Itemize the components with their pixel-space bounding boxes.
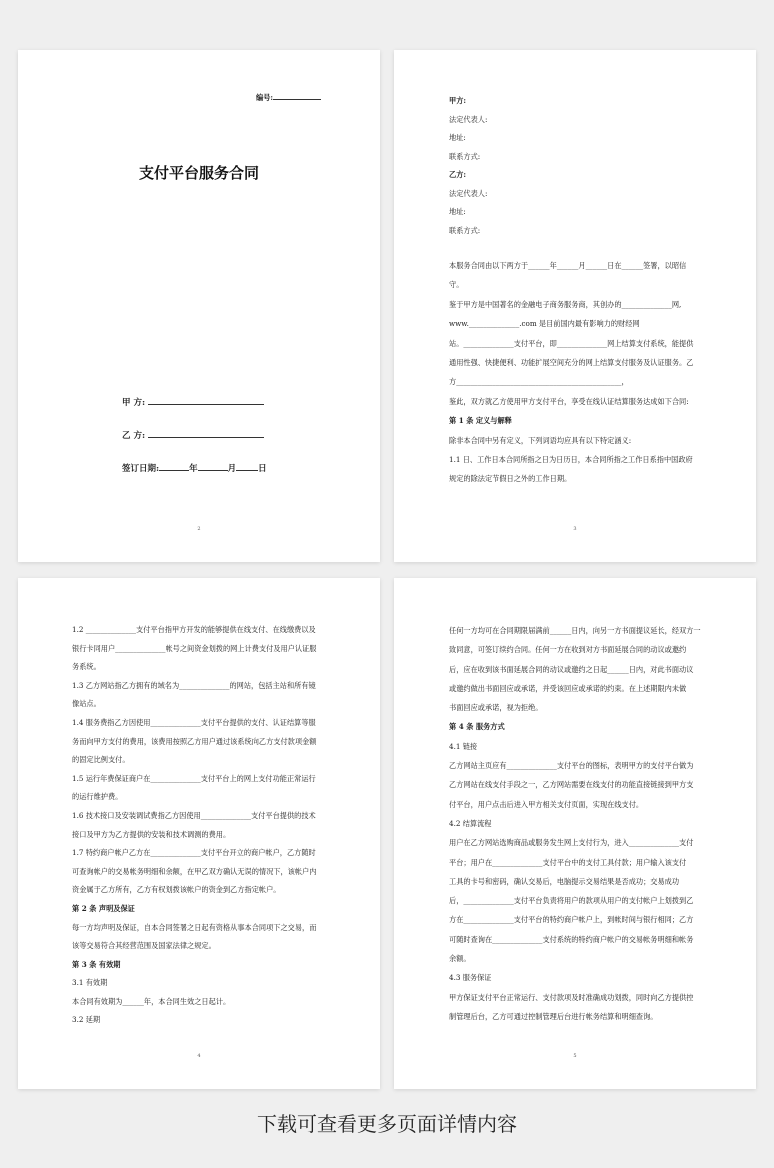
text-line: 付平台，用户点击后进入甲方相关支付页面，实现在线支付。: [449, 799, 644, 809]
contract-body: [449, 256, 693, 489]
text-line: 用户在乙方网站选购商品或服务发生网上支付行为，进入______________支付: [449, 838, 694, 848]
text-line: 4.2 结算流程: [449, 818, 492, 828]
section-heading: 第 3 条 有效期: [72, 959, 121, 969]
text-line: 1.2 ______________支付平台指甲方开发的能够提供在线支付、在线缴费以及: [72, 625, 316, 634]
text-line: 像站点。: [72, 699, 101, 709]
text-line: 或邀约做出书面回应或承诺，并受该回应或承诺的约束。在上述期限内未做: [449, 683, 687, 693]
text-line: 乙方网站主页应有______________支付平台的图标，表明甲方的支付平台做为: [449, 761, 694, 771]
text-line: 书面回应或承诺，视为拒绝。: [449, 703, 543, 713]
text-line: 1.5 运行年费保证商户在______________支付平台上的网上支付功能正常运行: [72, 773, 316, 783]
text-line: 规定的除法定节假日之外的工作日期。: [449, 474, 572, 484]
contract-page-2: [394, 50, 756, 562]
sign-date-line: 签订日期: 年 月 日: [122, 461, 267, 474]
text-line: 乙方网站在线支付手段之一，乙方网站需要在线支付的功能直接链接到甲方支: [449, 780, 694, 790]
text-line: 守。: [449, 280, 464, 290]
party-a-line: 甲 方:: [122, 395, 264, 408]
text-line: 法定代表人:: [449, 188, 488, 198]
text-line: 制管理后台，乙方可通过控制管理后台进行帐务结算和明细查询。: [449, 1011, 658, 1021]
text-line: 致同意，可签订续约合同。任何一方在收到对方书面延展合同的动议或邀约: [449, 645, 687, 655]
text-line: 每一方均声明及保证，自本合同签署之日起有资格从事本合同项下之交易，而: [72, 922, 317, 932]
text-line: 通用性强、快捷便利、功能扩展空间充分的网上结算支付服务及认证服务。乙: [449, 358, 694, 368]
text-line: 联系方式:: [449, 151, 481, 161]
text-line: 后，______________支付平台负责将用户的款项从用户的支付帐户上划拨到乙: [449, 896, 694, 906]
contract-title: 支付平台服务合同: [138, 164, 259, 182]
party-info: [449, 92, 487, 240]
text-line: 的运行维护费。: [72, 792, 123, 802]
contract-page-cover: [18, 50, 380, 562]
text-line: 务而向甲方支付的费用，该费用按照乙方用户通过该系统向乙方支付款项金额: [72, 736, 317, 746]
text-line: 可查询帐户的交易帐务明细和余额，在甲乙双方确认无误的情况下，该帐户内: [72, 866, 317, 876]
text-line: www.______________.com 是目前国内最有影响力的财经网: [449, 319, 640, 329]
text-line: 法定代表人:: [449, 114, 488, 124]
page-number: 5: [573, 1053, 577, 1059]
text-line: 工具的卡号和密码，确认交易后，电脑提示交易结果是否成功；交易成功: [449, 876, 680, 886]
section-heading: 第 4 条 服务方式: [449, 722, 505, 732]
text-line: 3.2 延期: [72, 1015, 101, 1025]
page-number: 4: [197, 1053, 201, 1059]
text-line: 鉴此，双方就乙方使用甲方支付平台，享受在线认证结算服务达成如下合同:: [449, 396, 689, 406]
text-line: 1.6 技术接口及安装调试费指乙方因使用______________支付平台提供的技术: [72, 810, 316, 820]
text-line: 资金属于乙方所有，乙方有权划拨该帐户的资金到乙方指定帐户。: [72, 885, 281, 895]
section-heading: 第 1 条 定义与解释: [449, 416, 512, 426]
party-a-heading: 甲方:: [449, 96, 467, 105]
party-b-line: 乙 方:: [122, 428, 264, 441]
text-line: 平台；用户在______________支付平台中的支付工具付款；用户输入该支付: [449, 857, 687, 867]
text-line: 本合同有效期为______年，本合同生效之日起计。: [72, 996, 231, 1006]
text-line: 除非本合同中另有定义，下列词语均应具有以下特定涵义:: [449, 435, 632, 445]
page-number: 3: [573, 526, 577, 532]
text-line: 3.1 有效期: [72, 978, 108, 988]
text-line: 接口及甲方为乙方提供的安装和技术调测的费用。: [72, 829, 231, 839]
text-line: 4.1 链接: [449, 741, 478, 751]
contract-body: [449, 621, 701, 1026]
text-line: 1.3 乙方网站指乙方拥有的域名为______________的网站，包括主站和所有镜: [72, 680, 316, 690]
text-line: 1.7 特约商户帐户乙方在______________支付平台开立的商户帐户，乙方随时: [72, 848, 316, 858]
text-line: 1.4 服务费指乙方因使用______________支付平台提供的支付、认证结算等服: [72, 717, 316, 727]
text-line: 任何一方均可在合同期限届满前______日内，向另一方书面提议延长，经双方一: [449, 626, 701, 635]
text-line: 方______________________________________________，: [449, 377, 629, 387]
text-line: 的固定比例支付。: [72, 755, 130, 765]
contract-page-3: [18, 578, 380, 1089]
contract-body: [72, 621, 316, 1030]
text-line: 务系统。: [72, 662, 101, 672]
text-line: 站。______________支付平台，即______________网上结算支付系统，能提供: [449, 338, 694, 348]
text-line: 甲方保证支付平台正常运行、支付款项及时准确成功划拨，同时向乙方提供控: [449, 992, 694, 1002]
text-line: 1.1 日、工作日本合同所指之日为日历日，本合同所指之工作日系指中国政府: [449, 455, 693, 465]
text-line: 本服务合同由以下两方于______年______月______日在______签署，以昭信: [449, 261, 687, 270]
page-number: 2: [197, 526, 201, 532]
text-line: 银行卡同用户______________帐号之间资金划拨的网上计费支付及用户认证服: [72, 643, 317, 653]
section-heading: 第 2 条 声明及保证: [72, 903, 135, 913]
download-more-caption: 下载可查看更多页面详情内容: [257, 1112, 517, 1136]
text-line: 该等交易符合其经营范围及国家法律之规定。: [72, 941, 216, 951]
text-line: 联系方式:: [449, 225, 481, 235]
text-line: 地址:: [449, 133, 466, 142]
contract-page-4: [394, 578, 756, 1089]
contract-number: 编号:: [256, 88, 321, 108]
text-line: 后，应在收到该书面延展合同的动议或邀约之日起______日内，对此书面动议: [449, 664, 694, 674]
text-line: 地址:: [449, 207, 466, 216]
text-line: 鉴于甲方是中国著名的金融电子商务服务商，其创办的______________网,: [449, 299, 682, 309]
text-line: 可随时查询在______________支付系统的特约商户帐户的交易帐务明细和帐务: [449, 934, 694, 944]
party-b-heading: 乙方:: [449, 170, 467, 179]
text-line: 余额。: [449, 954, 471, 964]
text-line: 4.3 服务保证: [449, 973, 492, 983]
text-line: 方在______________支付平台的特约商户帐户上，到帐时间与银行相同；乙方: [449, 915, 694, 925]
